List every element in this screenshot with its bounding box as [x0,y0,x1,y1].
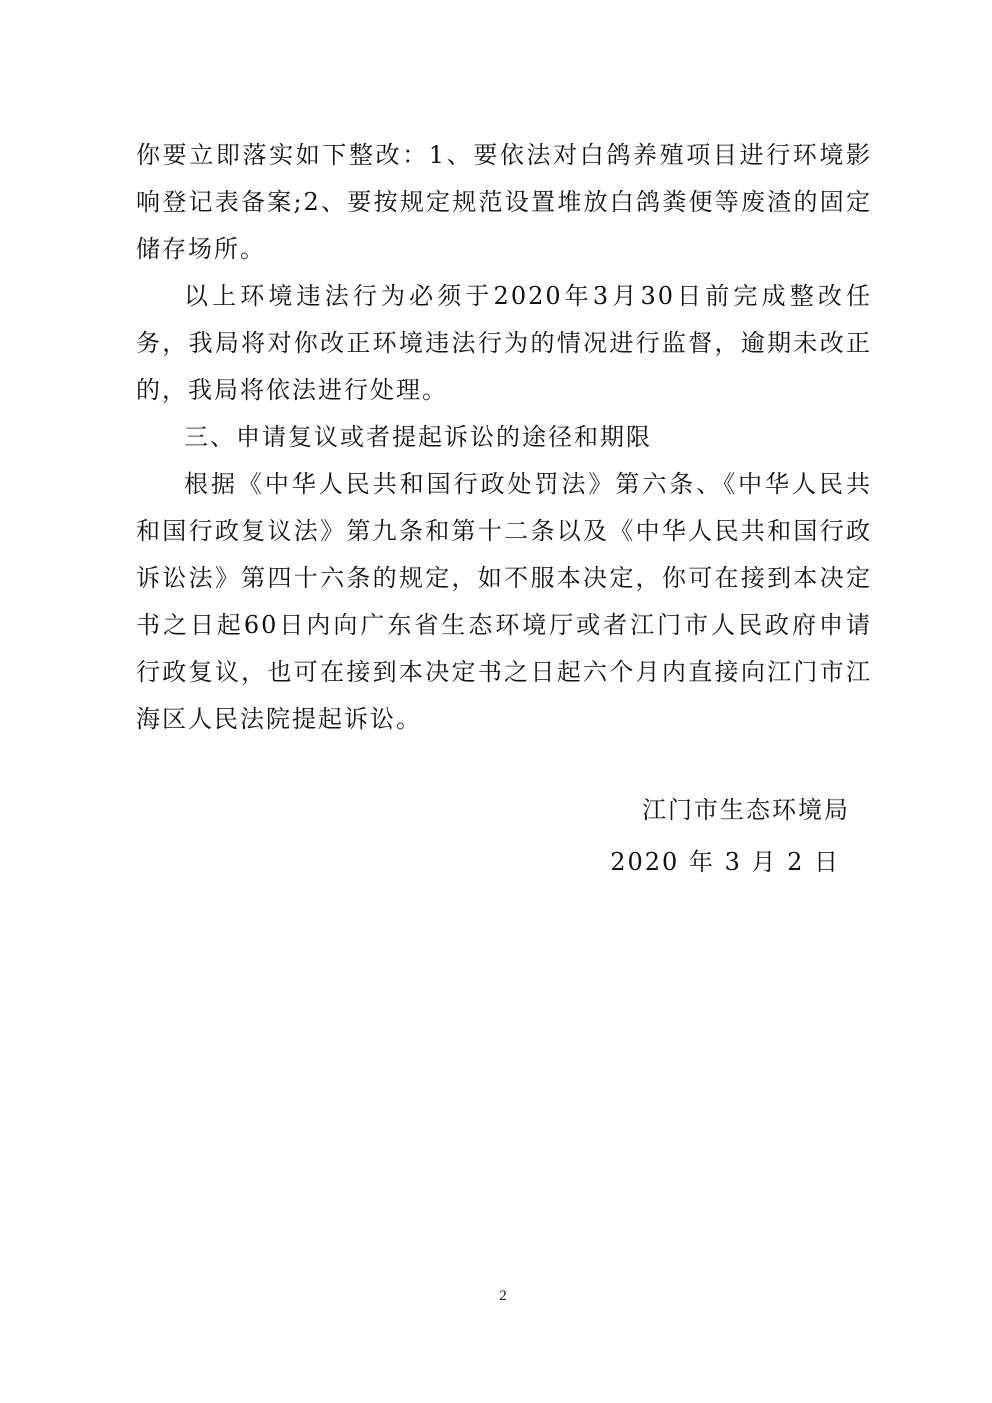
paragraph-deadline-notice: 以上环境违法行为必须于2020年3月30日前完成整改任务，我局将对你改正环境违法行为的情况进行监督，逾期未改正的，我局将依法进行处理。 [136,282,872,404]
section-heading-appeal: 三、申请复议或者提起诉讼的途径和期限 [184,423,652,451]
signature-date: 2020 年 3 月 2 日 [610,848,840,876]
signature-organization: 江门市生态环境局 [642,796,850,824]
page-number: 2 [499,1288,507,1304]
document-body [136,132,872,743]
paragraph-appeal-rights: 根据《中华人民共和国行政处罚法》第六条、《中华人民共和国行政复议法》第九条和第十二条以及《中华人民共和国行政诉讼法》第四十六条的规定，如不服本决定，你可在接到本决定书之日起60日内向广东省生态环境厅或者江门市人民政府申请行政复议，也可在接到本决定书之日起六个月内直接向江门市江海区人民法院提起诉讼。 [136,470,872,733]
paragraph-rectification-requirements: 你要立即落实如下整改：1、要依法对白鸽养殖项目进行环境影响登记表备案;2、要按规定规范设置堆放白鸽粪便等废渣的固定储存场所。 [136,141,872,263]
